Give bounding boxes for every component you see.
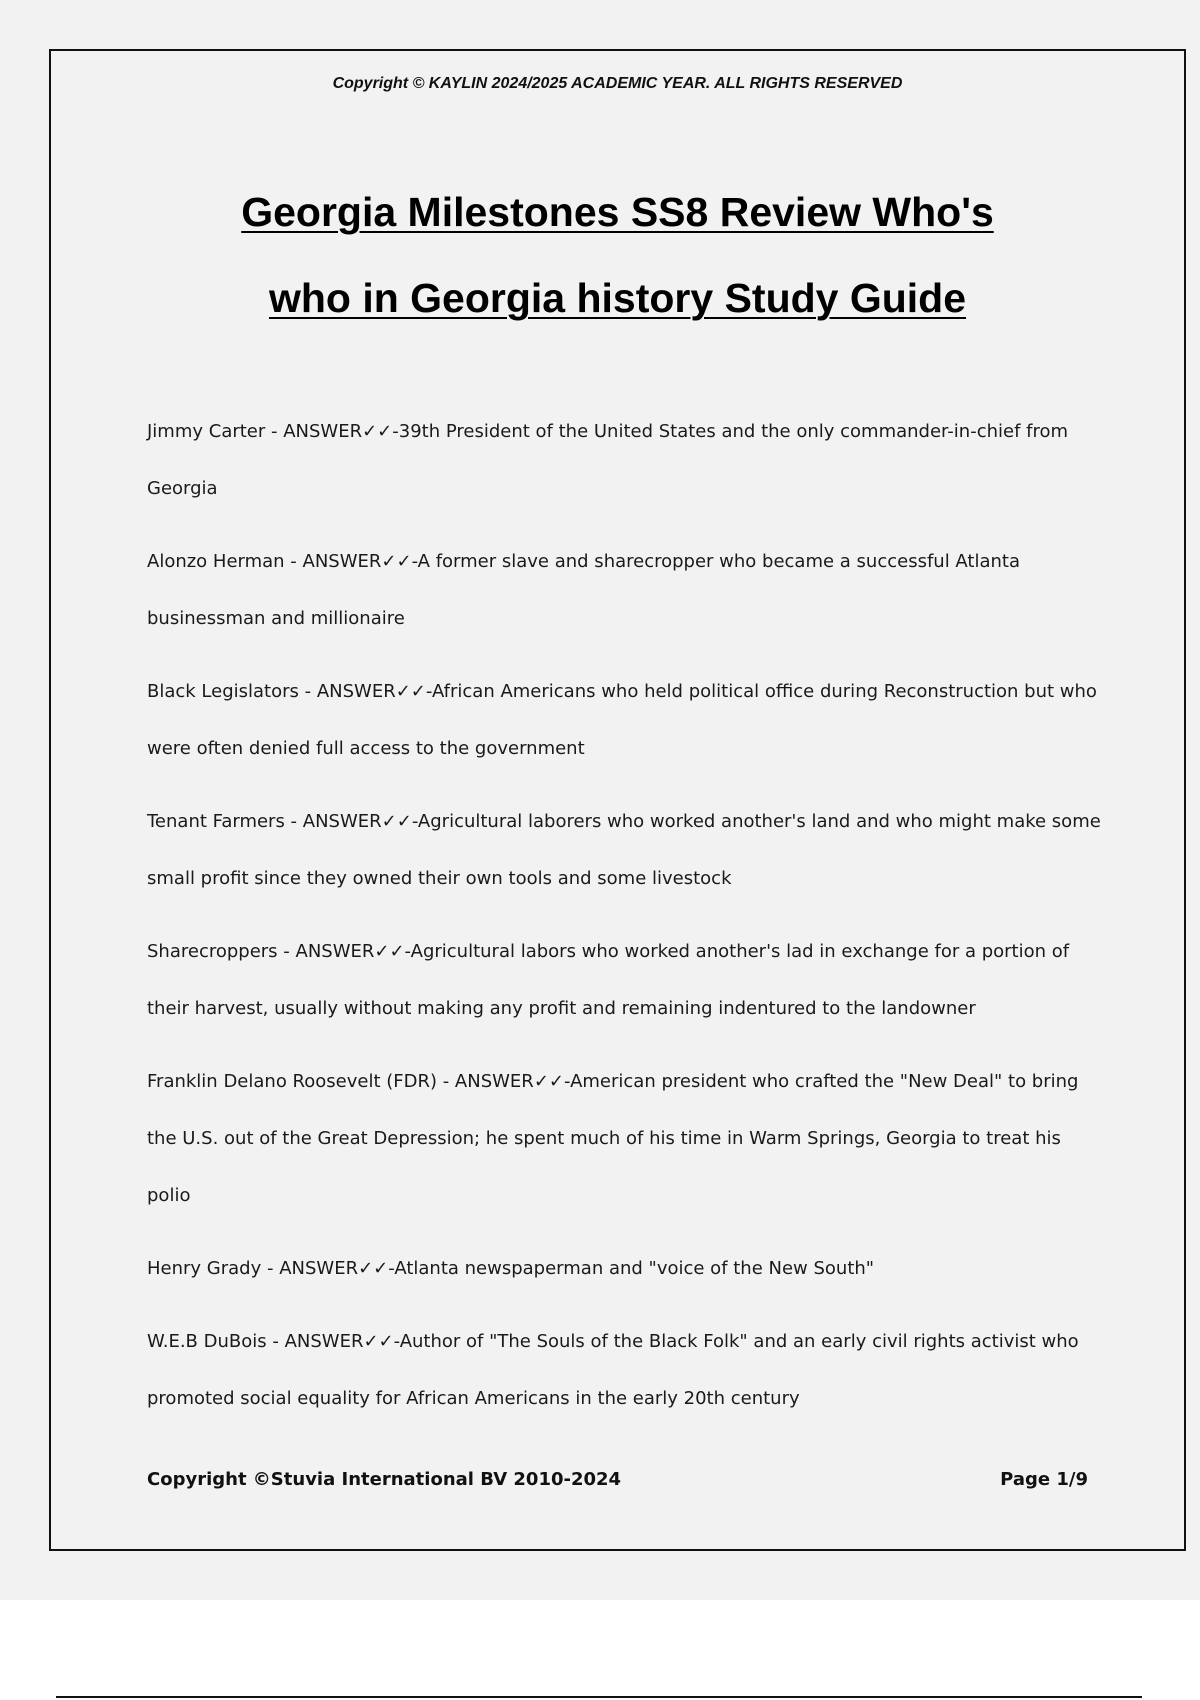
header-copyright: Copyright © KAYLIN 2024/2025 ACADEMIC YEAR. ALL RIGHTS RESERVED [332,75,903,92]
entry-henry-grady: Henry Grady - ANSWER✓✓-Atlanta newspaperman and "voice of the New South" [147,1258,875,1279]
document-page [49,49,1186,1551]
entry-jimmy-carter: Jimmy Carter - ANSWER✓✓-39th President of the United States and the only commander-in-chief from Georgia [147,421,1069,499]
title-line-1: Georgia Milestones SS8 Review Who's [241,189,994,235]
next-page-divider [56,1696,1142,1698]
entry-tenant-farmers: Tenant Farmers - ANSWER✓✓-Agricultural laborers who worked another's land and who might make some small profit since they owned their own tools and some livestock [147,811,1101,889]
entry-fdr: Franklin Delano Roosevelt (FDR) - ANSWER✓✓-American president who crafted the "New Deal" to bring the U.S. out of the Great Depression; he spent much of his time in Warm Springs, Georgia to treat his polio [147,1071,1079,1206]
entry-black-legislators: Black Legislators - ANSWER✓✓-African Americans who held political office during Reconstruction but who were often denied full access to the government [147,681,1097,759]
footer-copyright: Copyright ©Stuvia International BV 2010-2024 [147,1469,622,1490]
entry-web-dubois: W.E.B DuBois - ANSWER✓✓-Author of "The Souls of the Black Folk" and an early civil rights activist who promoted social equality for African Americans in the early 20th century [147,1331,1079,1409]
title-line-2: who in Georgia history Study Guide [268,275,967,321]
page-number: Page 1/9 [1000,1469,1088,1490]
entry-list [147,403,1107,1443]
entry-alonzo-herman: Alonzo Herman - ANSWER✓✓-A former slave and sharecropper who became a successful Atlanta businessman and millionaire [147,551,1020,629]
entry-sharecroppers: Sharecroppers - ANSWER✓✓-Agricultural labors who worked another's lad in exchange for a portion of their harvest, usually without making any profit and remaining indentured to the landowner [147,941,1070,1019]
document-title [51,169,1184,341]
